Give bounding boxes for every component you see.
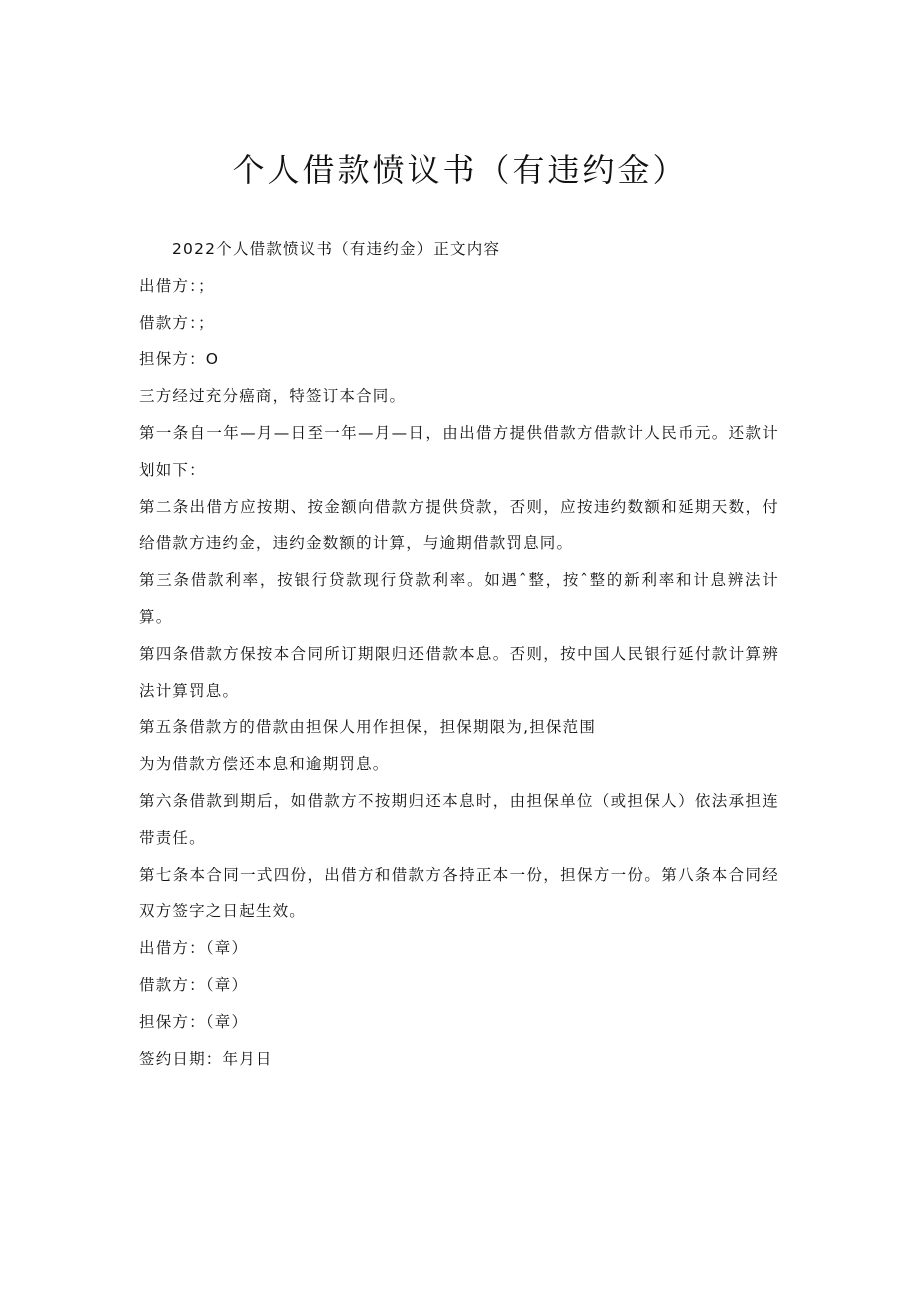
preamble-paragraph: 三方经过充分癌商，特签订本合同。 (139, 387, 407, 406)
borrower-line: 借款方：； (139, 313, 215, 332)
article-4: 第四条借款方保按本合同所订期限归还借款本息。否则，按中国人民银行延付款计算辨法计算罚息。 (139, 644, 779, 700)
article-7-8: 第七条本合同一式四份，出借方和借款方各持正本一份，担保方一份。第八条本合同经双方签字之日起生效。 (139, 865, 779, 921)
guarantor-line: 担保方：O (139, 350, 220, 369)
article-5: 第五条借款方的借款由担保人用作担保，担保期限为,担保范围 (139, 718, 597, 737)
borrower-signature-line: 借款方：（章） (139, 975, 249, 994)
lender-line: 出借方：； (139, 276, 215, 295)
guarantor-signature-line: 担保方：（章） (139, 1012, 249, 1031)
article-6: 第六条借款到期后，如借款方不按期归还本息时，由担保单位（或担保人）依法承担连带责任。 (139, 791, 779, 847)
document-title: 个人借款愤议书（有违约金） (232, 151, 688, 189)
lender-signature-line: 出借方：（章） (139, 939, 249, 958)
signing-date-line: 签约日期：年月日 (139, 1049, 273, 1068)
article-2: 第二条出借方应按期、按金额向借款方提供贷款，否则，应按违约数额和延期天数，付给借款方违约金，违约金数额的计算，与逾期借款罚息同。 (139, 497, 779, 553)
article-1: 第一条自一年—月—日至一年—月—日，由出借方提供借款方借款计人民币元。还款计划如下： (139, 423, 779, 479)
document-body (139, 231, 779, 1077)
article-5-continued: 为为借款方偿还本息和逾期罚息。 (139, 755, 390, 774)
article-3: 第三条借款利率，按银行贷款现行贷款利率。如遇ˆ整，按ˆ整的新利率和计息辨法计算。 (139, 571, 779, 626)
document-subtitle: 2022个人借款愤议书（有违约金）正文内容 (172, 240, 501, 258)
